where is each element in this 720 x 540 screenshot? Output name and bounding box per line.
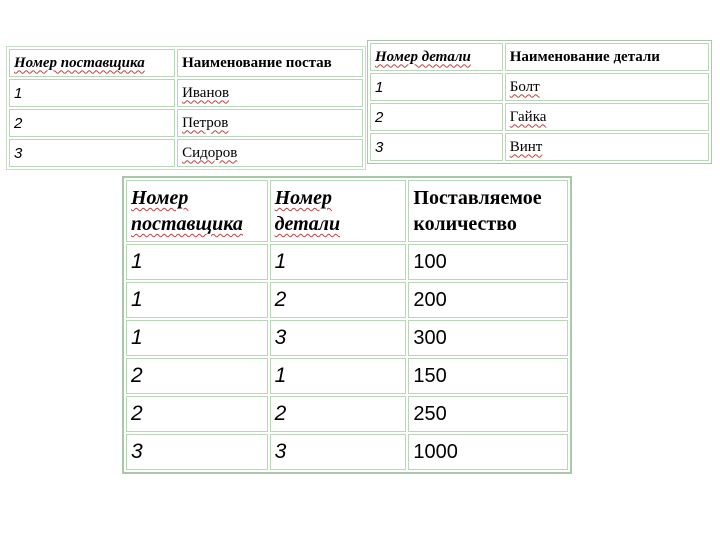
header-line: Номер [131,187,189,209]
cell-supplier-number: 3 [126,434,268,470]
table-row [9,109,363,137]
cell-supplier-number: 1 [126,244,268,280]
cell-supplier-number: 2 [126,358,268,394]
cell-part-number: 3 [270,434,407,470]
cell-supplier-number: 2 [126,396,268,432]
cell-quantity: 250 [408,396,568,432]
table-header-row [9,49,363,77]
cell-part-number: 1 [270,358,407,394]
table-row [126,320,568,356]
cell-part-number: 2 [270,396,407,432]
cell-supplier-name: Петров [177,109,363,137]
cell-supplier-number: 1 [126,282,268,318]
cell-part-number: 1 [270,244,407,280]
header-part-number [270,180,407,242]
header-line: количество [413,213,517,235]
table-row [126,244,568,280]
header-part-number: Номер детали [370,43,503,71]
header-line: Поставляемое [413,187,542,209]
cell-supplier-name: Иванов [177,79,363,107]
table-row [126,282,568,318]
cell-quantity: 200 [408,282,568,318]
table-row [9,79,363,107]
header-line: детали [274,213,341,235]
cell-part-number: 2 [370,103,503,131]
table-row [126,358,568,394]
table-row [126,434,568,470]
cell-part-name: Гайка [505,103,709,131]
suppliers-table [6,46,366,170]
cell-part-number: 2 [270,282,407,318]
cell-part-name: Болт [505,73,709,101]
header-part-name: Наименование детали [505,43,709,71]
table-row [370,73,709,101]
cell-supplier-number: 3 [9,139,175,167]
cell-part-number: 1 [370,73,503,101]
table-header-row [126,180,568,242]
table-row [126,396,568,432]
header-supplier-number [126,180,268,242]
parts-table [367,40,712,164]
table-row [9,139,363,167]
cell-supplier-number: 1 [126,320,268,356]
header-supplier-name: Наименование постав [177,49,363,77]
cell-part-number: 3 [270,320,407,356]
cell-part-name: Винт [505,133,709,161]
header-line: Номер [274,187,332,209]
header-quantity [408,180,568,242]
cell-supplier-number: 1 [9,79,175,107]
cell-quantity: 100 [408,244,568,280]
cell-quantity: 1000 [408,434,568,470]
supplies-table [122,176,572,474]
header-supplier-number: Номер поставщика [9,49,175,77]
table-row [370,133,709,161]
cell-quantity: 150 [408,358,568,394]
header-line: поставщика [131,213,243,235]
table-row [370,103,709,131]
cell-supplier-name: Сидоров [177,139,363,167]
table-header-row [370,43,709,71]
cell-part-number: 3 [370,133,503,161]
cell-quantity: 300 [408,320,568,356]
cell-supplier-number: 2 [9,109,175,137]
